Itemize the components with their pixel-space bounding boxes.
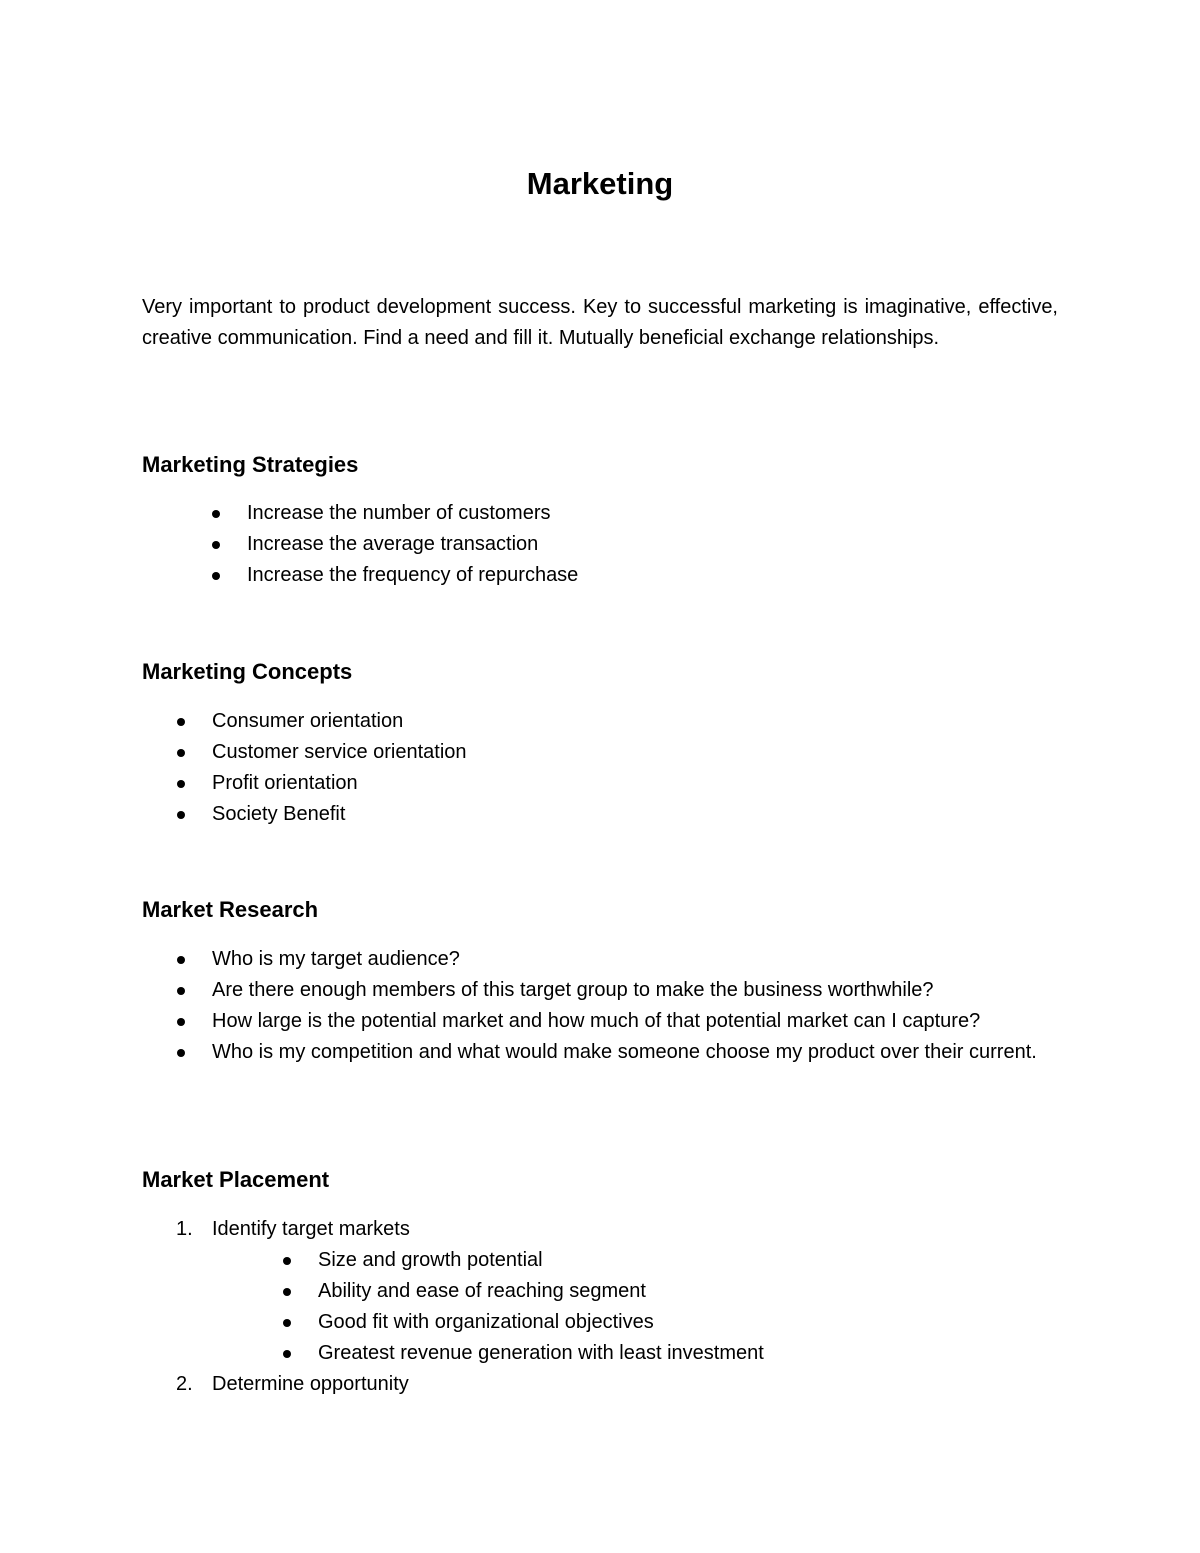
item-number: 2. bbox=[176, 1373, 193, 1395]
sub-list-item: Size and growth potential bbox=[318, 1245, 764, 1276]
document-title: Marketing bbox=[526, 165, 674, 201]
section-heading-strategies: Marketing Strategies bbox=[142, 452, 359, 477]
list-item: Are there enough members of this target group to make the business worthwhile? bbox=[212, 975, 1058, 1006]
list-item: How large is the potential market and how much of that potential market can I capture? bbox=[212, 1006, 1058, 1037]
research-list bbox=[212, 944, 1058, 1068]
list-item: Who is my competition and what would make someone choose my product over their current. bbox=[212, 1037, 1058, 1068]
section-heading-concepts: Marketing Concepts bbox=[142, 659, 353, 684]
item-text: Determine opportunity bbox=[212, 1373, 409, 1395]
numbered-item bbox=[176, 1214, 764, 1369]
sub-list-item: Greatest revenue generation with least investment bbox=[318, 1338, 764, 1369]
list-item: Consumer orientation bbox=[212, 706, 467, 737]
sub-list-item: Good fit with organizational objectives bbox=[318, 1307, 764, 1338]
intro-paragraph: Very important to product development success. Key to successful marketing is imaginative, effective, creative communication. Find a need and fill it. Mutually beneficial exchange relationships. bbox=[142, 296, 1058, 349]
numbered-item bbox=[176, 1369, 764, 1400]
section-heading-placement: Market Placement bbox=[142, 1167, 330, 1192]
target-markets-sublist bbox=[212, 1245, 764, 1369]
list-item: Who is my target audience? bbox=[212, 944, 1058, 975]
sub-list-item: Ability and ease of reaching segment bbox=[318, 1276, 764, 1307]
item-number: 1. bbox=[176, 1218, 193, 1240]
strategies-list bbox=[247, 498, 578, 591]
list-item: Customer service orientation bbox=[212, 737, 467, 768]
list-item: Increase the average transaction bbox=[247, 529, 578, 560]
list-item: Society Benefit bbox=[212, 799, 467, 830]
placement-list bbox=[176, 1214, 764, 1400]
list-item: Profit orientation bbox=[212, 768, 467, 799]
section-heading-research: Market Research bbox=[142, 897, 319, 922]
list-item: Increase the frequency of repurchase bbox=[247, 560, 578, 591]
item-text: Identify target markets bbox=[212, 1218, 410, 1240]
concepts-list bbox=[212, 706, 467, 830]
list-item: Increase the number of customers bbox=[247, 498, 578, 529]
